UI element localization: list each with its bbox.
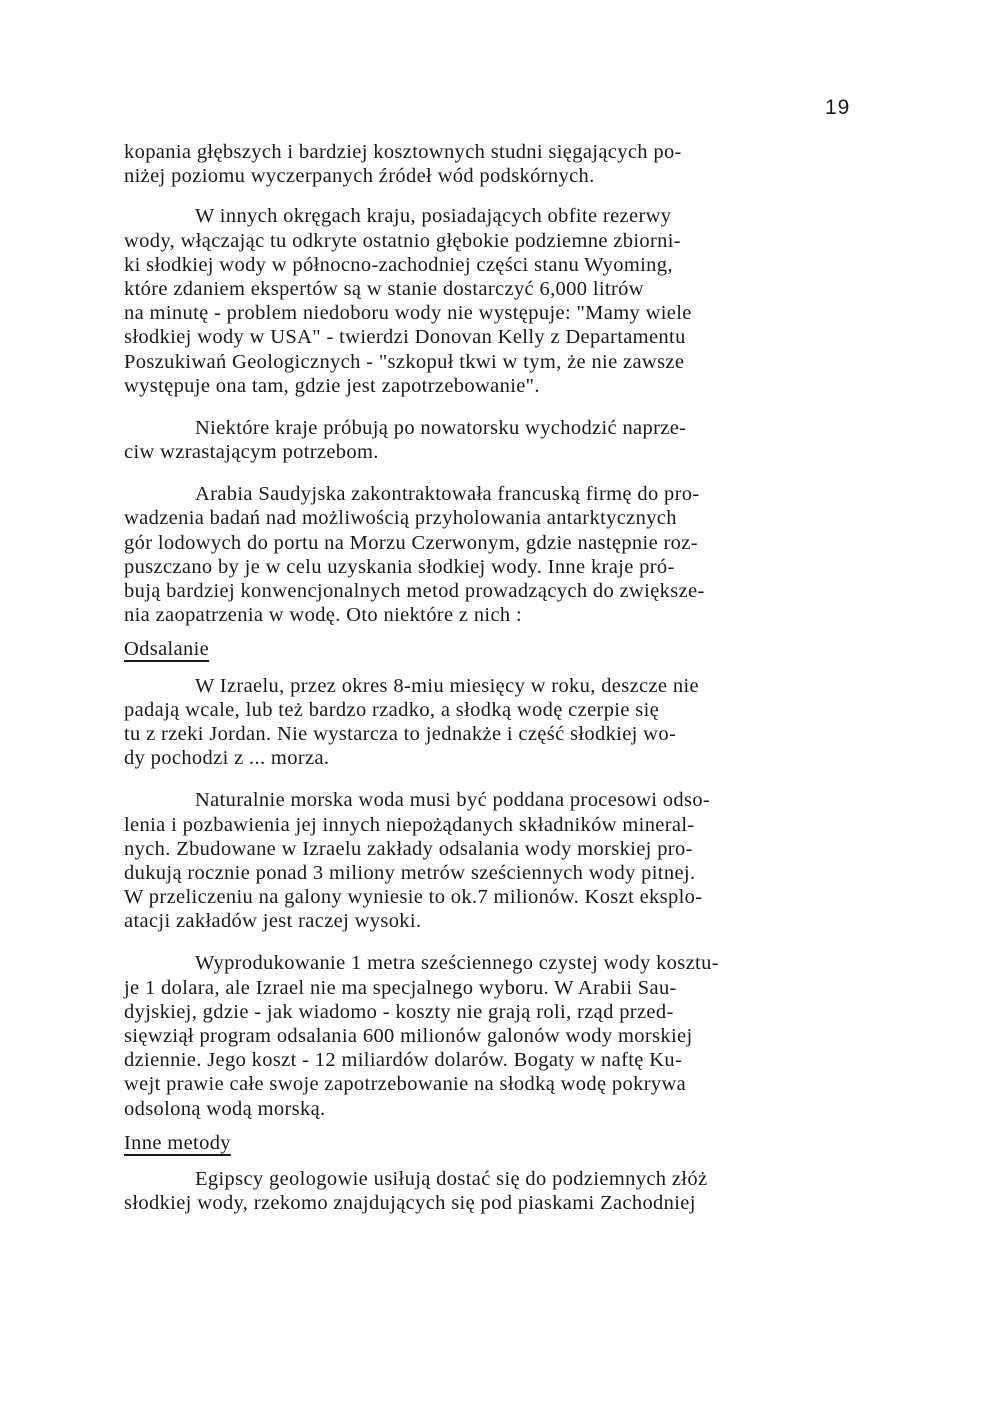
paragraph — [124, 204, 894, 398]
text-line: Egipscy geologowie usiłują dostać się do podziemnych złóż — [195, 1167, 708, 1190]
paragraph — [124, 951, 894, 1120]
paragraph — [124, 788, 894, 933]
section-heading-row — [124, 1131, 894, 1155]
paragraph — [124, 1167, 894, 1215]
page-number: 19 — [825, 96, 851, 119]
text-line: W Izraelu, przez okres 8-miu miesięcy w roku, deszcze nie — [195, 674, 699, 697]
text-line: dziennie. Jego koszt - 12 miliardów dolarów. Bogaty w naftę Ku- — [124, 1049, 683, 1072]
section-heading: Odsalanie — [124, 638, 210, 661]
section-heading: Inne metody — [124, 1131, 231, 1154]
text-line: wadzenia badań nad możliwością przyholowania antarktycznych — [124, 507, 677, 530]
text-line: dyjskiej, gdzie - jak wiadomo - koszty nie grają roli, rząd przed- — [124, 1000, 674, 1023]
text-line: występuje ona tam, gdzie jest zapotrzebowanie". — [124, 374, 540, 397]
text-line: Niektóre kraje próbują po nowatorsku wychodzić naprze- — [195, 416, 687, 439]
paragraph — [124, 674, 894, 771]
text-line: słodkiej wody, rzekomo znajdujących się pod piaskami Zachodniej — [124, 1192, 696, 1215]
text-line: puszczano by je w celu uzyskania słodkiej wody. Inne kraje pró- — [124, 555, 675, 578]
text-line: je 1 dolara, ale Izrael nie ma specjalnego wyboru. W Arabii Sau- — [124, 976, 677, 999]
text-line: Naturalnie morska woda musi być poddana procesowi odso- — [195, 789, 711, 812]
text-line: Wyprodukowanie 1 metra sześciennego czystej wody kosztu- — [195, 952, 719, 975]
section-heading-row — [124, 637, 894, 661]
text-line: tu z rzeki Jordan. Nie wystarcza to jednakże i część słodkiej wo- — [124, 722, 677, 745]
text-line: padają wcale, lub też bardzo rzadko, a słodką wodę czerpie się — [124, 698, 660, 721]
text-line: które zdaniem ekspertów są w stanie dostarczyć 6,000 litrów — [124, 277, 644, 300]
text-line: niżej poziomu wyczerpanych źródeł wód podskórnych. — [124, 165, 595, 188]
text-line: atacji zakładów jest raczej wysoki. — [124, 910, 422, 933]
text-line: lenia i pozbawienia jej innych niepożądanych składników mineral- — [124, 813, 695, 836]
text-line: Poszukiwań Geologicznych - "szkopuł tkwi w tym, że nie zawsze — [124, 350, 685, 373]
text-line: sięwziął program odsalania 600 milionów galonów wody morskiej — [124, 1025, 693, 1047]
text-line: gór lodowych do portu na Morzu Czerwonym, gdzie następnie roz- — [124, 531, 698, 554]
text-line: ki słodkiej wody w północno-zachodniej części stanu Wyoming, — [124, 253, 673, 276]
text-line: dukują rocznie ponad 3 miliony metrów sześciennych wody pitnej. — [124, 861, 696, 884]
text-line: nia zaopatrzenia w wodę. Oto niektóre z nich : — [124, 604, 523, 627]
text-line: wejt prawie całe swoje zapotrzebowanie na słodką wodę pokrywa — [124, 1073, 687, 1096]
body-text — [124, 140, 894, 1215]
text-line: słodkiej wody w USA" - twierdzi Donovan Kelly z Departamentu — [124, 326, 686, 349]
paragraph — [124, 416, 894, 464]
text-line: W innych okręgach kraju, posiadających obfite rezerwy — [195, 205, 672, 228]
paragraph — [124, 140, 894, 188]
text-line: dy pochodzi z ... morza. — [124, 747, 330, 770]
text-line: kopania głębszych i bardziej kosztownych studni sięgających po- — [124, 141, 682, 163]
text-line: bują bardziej konwencjonalnych metod prowadzących do zwiększe- — [124, 580, 705, 602]
text-line: ciw wzrastającym potrzebom. — [124, 441, 379, 464]
text-line: odsoloną wodą morską. — [124, 1097, 326, 1120]
text-line: na minutę - problem niedoboru wody nie występuje: "Mamy wiele — [124, 302, 692, 325]
paragraph — [124, 482, 894, 627]
text-line: nych. Zbudowane w Izraelu zakłady odsalania wody morskiej pro- — [124, 837, 693, 860]
text-line: Arabia Saudyjska zakontraktowała francuską firmę do pro- — [195, 483, 700, 506]
text-line: W przeliczeniu na galony wyniesie to ok.7 milionów. Koszt eksplo- — [124, 886, 703, 909]
text-line: wody, włączając tu odkryte ostatnio głębokie podziemne zbiorni- — [124, 229, 681, 252]
